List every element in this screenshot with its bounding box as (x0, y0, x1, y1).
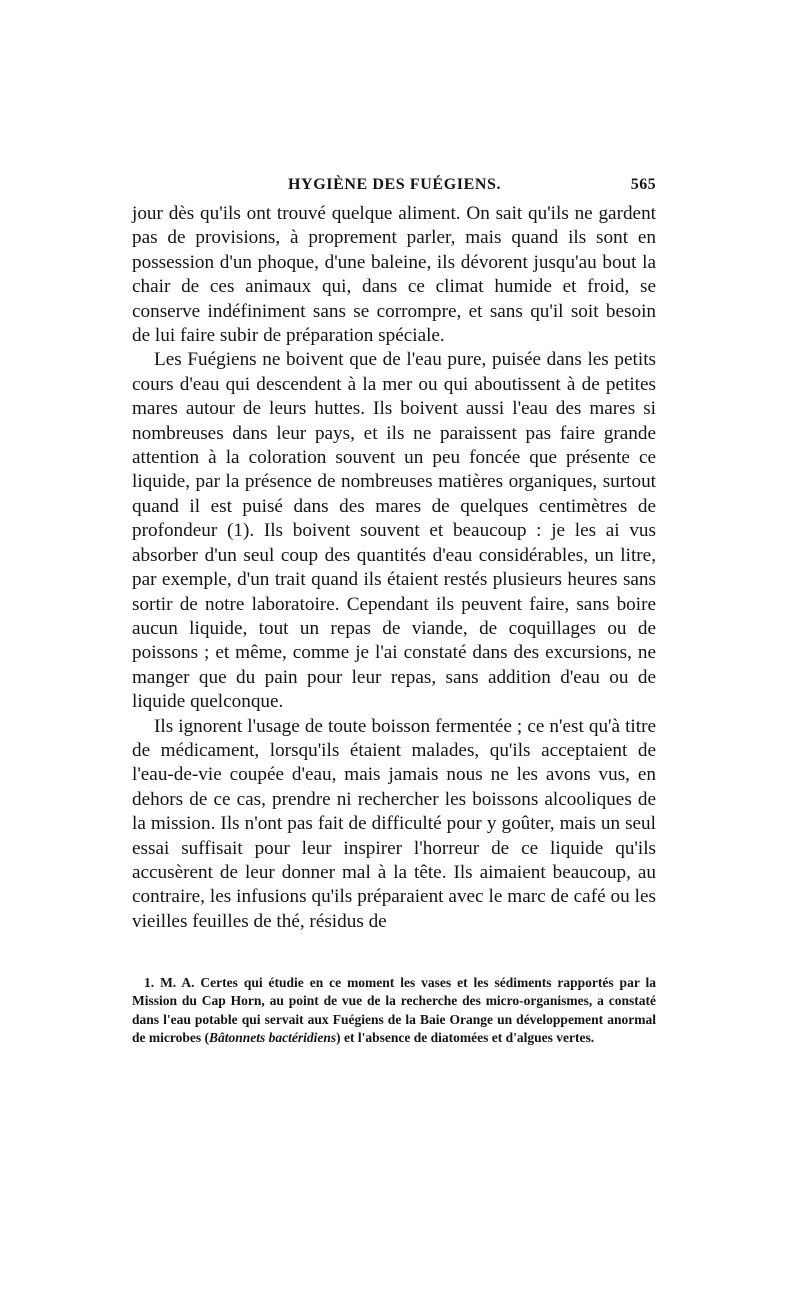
book-page (132, 172, 656, 1047)
running-title: HYGIÈNE DES FUÉGIENS. (288, 176, 502, 193)
footnote-text-start: M. A. Certes qui étudie en ce moment les vases et les sédiments rapportés par la Mission du Cap Horn, au point de vue de la recherche des micro-organismes, a constaté dans l'eau potable qui servait aux Fuégiens de la Baie Orange un développement anormal de microbes ( (132, 975, 656, 1045)
main-text (132, 202, 656, 934)
paragraph-drinking-water: Les Fuégiens ne boivent que de l'eau pure, puisée dans les petits cours d'eau qui descendent à la mer ou qui aboutissent à de petites mares autour de leurs huttes. Ils boivent aussi l'eau des mares si nombreuses dans leur pays, et ils ne paraissent pas faire grande attention à la coloration souvent un peu foncée que présente ce liquide, par la présence de nombreuses matières organiques, surtout quand il est puisé dans des mares de quelques centimètres de profondeur (1). Ils boivent souvent et beaucoup : je les ai vus absorber d'un seul coup des quantités d'eau considérables, un litre, par exemple, d'un trait quand ils étaient restés plusieurs heures sans sortir de notre laboratoire. Cependant ils peuvent faire, sans boire aucun liquide, tout un repas de viande, de coquillages ou de poissons ; et même, comme je l'ai constaté dans des excursions, ne manger que du pain pour leur repas, sans addition d'eau ou de liquide quelconque. (132, 349, 656, 713)
footnote (132, 974, 656, 1047)
paragraph-fermented-drinks: Ils ignorent l'usage de toute boisson fermentée ; ce n'est qu'à titre de médicament, lorsqu'ils étaient malades, qu'ils acceptaient de l'eau-de-vie coupée d'eau, mais jamais nous ne les avons vus, en dehors de ce cas, prendre ni rechercher les boissons alcooliques de la mission. Ils n'ont pas fait de difficulté pour y goûter, mais un seul essai suffisait pour leur inspirer l'horreur de ce liquide qu'ils accusèrent de leur donner mal à la tête. Ils aimaient beaucoup, au contraire, les infusions qu'ils préparaient avec le marc de café ou les vieilles feuilles de thé, résidus de (132, 715, 656, 932)
page-number: 565 (630, 176, 656, 193)
running-header (132, 172, 656, 200)
paragraph-continuation: jour dès qu'ils ont trouvé quelque aliment. On sait qu'ils ne gardent pas de provisions, à proprement parler, mais quand ils sont en possession d'un phoque, d'une baleine, ils dévorent jusqu'au bout la chair de ces animaux qui, dans ce climat humide et froid, se conserve indéfiniment sans se corrompre, et sans qu'il soit besoin de lui faire subir de préparation spéciale. (132, 203, 656, 347)
footnote-text-end: ) et l'absence de diatomées et d'algues vertes. (336, 1029, 595, 1045)
footnote-italic-term: Bâtonnets bactéridiens (209, 1029, 337, 1045)
footnote-number: 1. (144, 975, 155, 991)
